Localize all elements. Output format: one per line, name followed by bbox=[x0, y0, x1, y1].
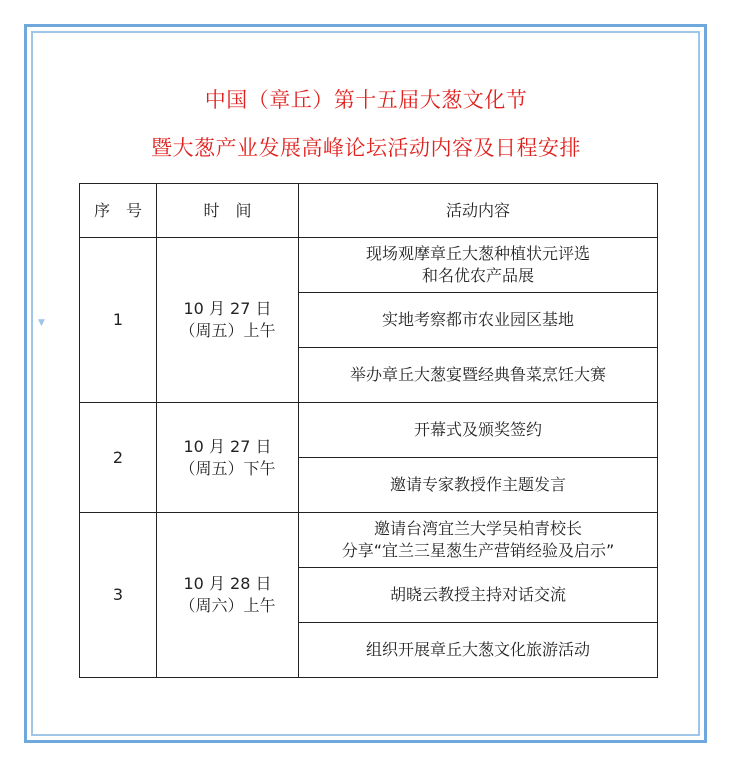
row-time bbox=[157, 513, 299, 678]
row-day: （周五）上午 bbox=[179, 321, 276, 340]
frame-marker: ▼ bbox=[38, 318, 45, 328]
row-day: （周五）下午 bbox=[179, 458, 276, 478]
activity-cell bbox=[299, 238, 658, 293]
activity-cell: 开幕式及颁奖签约 bbox=[299, 403, 658, 458]
activity-cell bbox=[299, 513, 658, 568]
row-time bbox=[157, 238, 299, 403]
activity-cell: 组织开展章丘大葱文化旅游活动 bbox=[299, 623, 658, 678]
activity-line: 邀请台湾宜兰大学吴柏青校长 bbox=[373, 519, 582, 538]
row-number: 1 bbox=[80, 238, 157, 403]
row-date: 10 月 27 日 bbox=[183, 299, 272, 318]
table-header-row bbox=[80, 184, 658, 238]
row-date: 10 月 28 日 bbox=[183, 574, 272, 593]
activity-cell: 举办章丘大葱宴暨经典鲁菜烹饪大赛 bbox=[299, 348, 658, 403]
activity-cell: 邀请专家教授作主题发言 bbox=[299, 458, 658, 513]
title-line-1: 中国（章丘）第十五届大葱文化节 bbox=[204, 88, 528, 112]
activity-line: 现场观摩章丘大葱种植状元评选 bbox=[365, 244, 590, 263]
table-row bbox=[80, 513, 658, 568]
row-time bbox=[157, 403, 299, 513]
schedule-table bbox=[79, 183, 658, 678]
table-row bbox=[80, 238, 658, 293]
row-day: （周六）上午 bbox=[179, 596, 276, 615]
row-number: 2 bbox=[80, 403, 157, 513]
activity-line: 分享“宜兰三星葱生产营销经验及启示” bbox=[341, 541, 615, 560]
header-time: 时 间 bbox=[157, 184, 299, 238]
table-row bbox=[80, 403, 658, 458]
activity-cell: 胡晓云教授主持对话交流 bbox=[299, 568, 658, 623]
activity-line: 和名优农产品展 bbox=[421, 266, 534, 285]
activity-cell: 实地考察都市农业园区基地 bbox=[299, 293, 658, 348]
header-number: 序 号 bbox=[80, 184, 157, 238]
row-number: 3 bbox=[80, 513, 157, 678]
title-line-2: 暨大葱产业发展高峰论坛活动内容及日程安排 bbox=[151, 136, 581, 160]
row-date: 10 月 27 日 bbox=[183, 436, 272, 456]
header-content: 活动内容 bbox=[299, 184, 658, 238]
